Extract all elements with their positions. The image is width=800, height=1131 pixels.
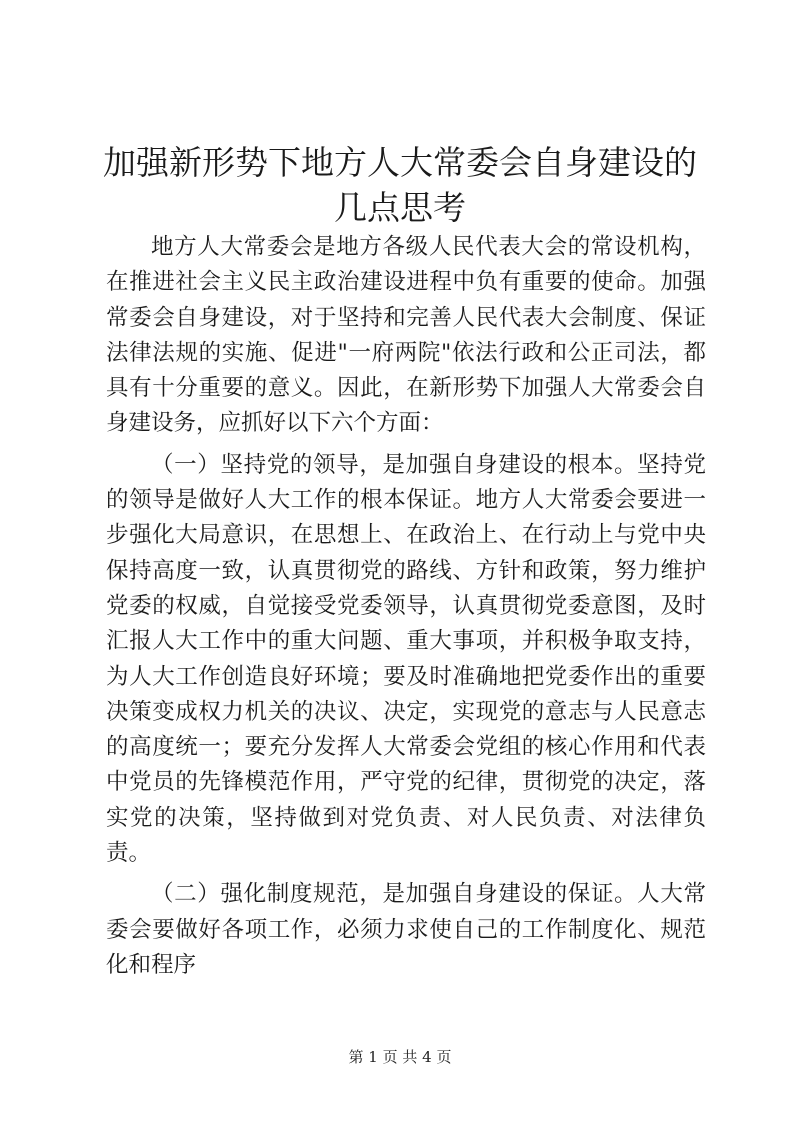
paragraph-section-1: （一）坚持党的领导，是加强自身建设的根本。坚持党的领导是做好人大工作的根本保证。地方人大常委会要进一步强化大局意识，在思想上、在政治上、在行动上与党中央保持高度一致，认真贯彻党的路线、方针和政策，努力维护党委的权威，自觉接受党委领导，认真贯彻党委意图，及时汇报人大工作中的重大问题、重大事项，并积极争取支持，为人大工作创造良好环境；要及时准确地把党委作出的重要决策变成权力机关的决议、决定，实现党的意志与人民意志的高度统一；要充分发挥人大常委会党组的核心作用和代表中党员的先锋模范作用，严守党的纪律，贯彻党的决定，落实党的决策，坚持做到对党负责、对人民负责、对法律负责。 (106, 451, 706, 867)
paragraph-section-2: （二）强化制度规范，是加强自身建设的保证。人大常委会要做好各项工作，必须力求使自己的工作制度化、规范化和程序 (106, 881, 706, 978)
page-footer: 第 1 页 共 4 页 (348, 1048, 452, 1066)
document-body (106, 230, 706, 983)
paragraph-intro: 地方人大常委会是地方各级人民代表大会的常设机构，在推进社会主义民主政治建设进程中负有重要的使命。加强常委会自身建设，对于坚持和完善人民代表大会制度、保证法律法规的实施、促进"一府两院"依法行政和公正司法，都具有十分重要的意义。因此，在新形势下加强人大常委会自身建设务，应抓好以下六个方面： (106, 234, 706, 437)
document-title: 加强新形势下地方人大常委会自身建设的几点思考 (103, 143, 697, 227)
